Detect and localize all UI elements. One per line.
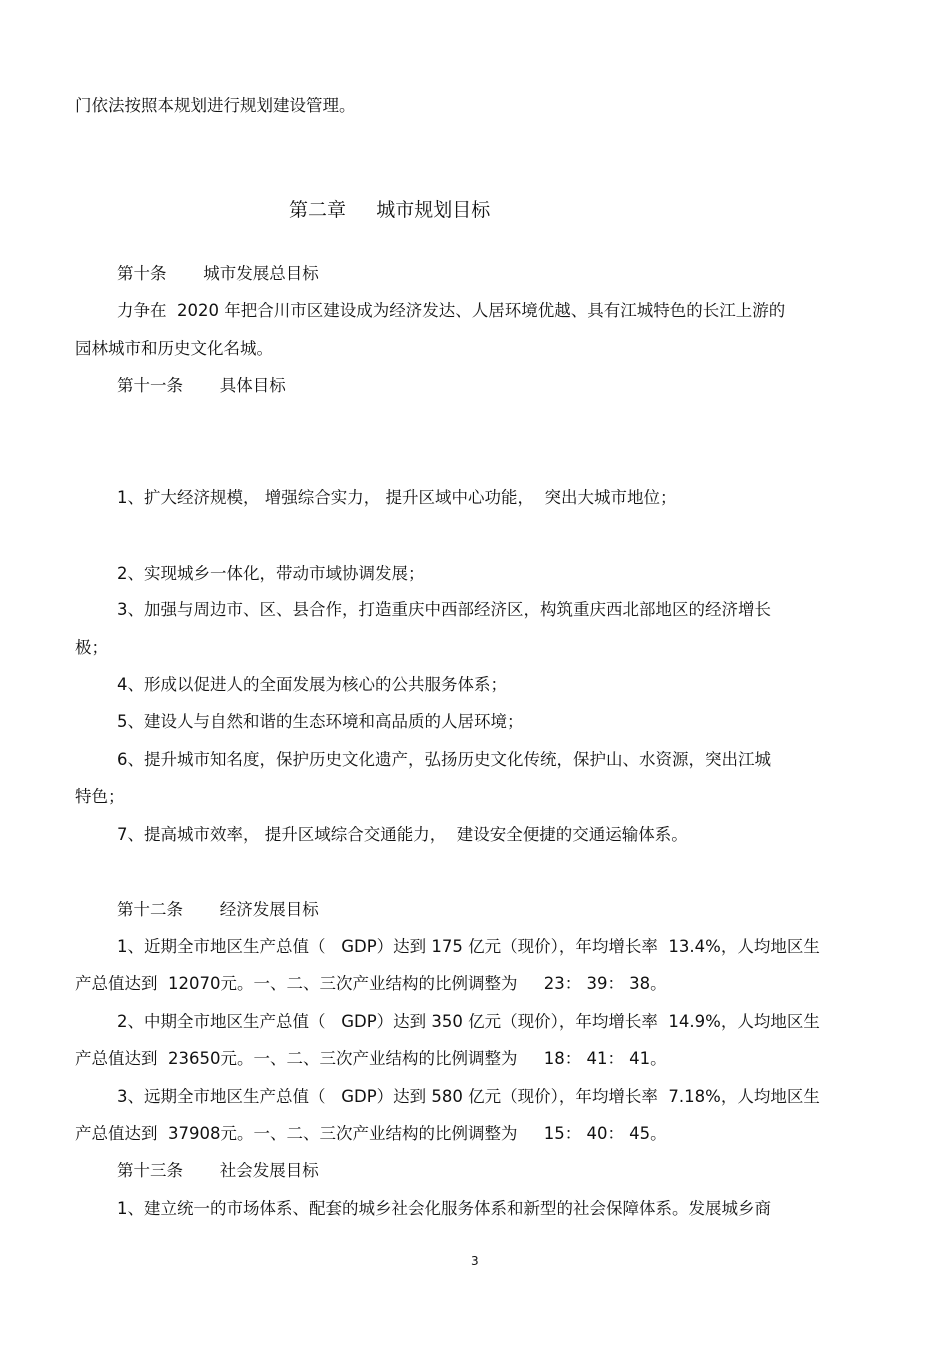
text-line: 园林城市和历史文化名城。 bbox=[75, 339, 273, 358]
text-line: 特色； bbox=[75, 787, 125, 806]
list-item: 3、远期全市地区生产总值（ GDP）达到 580 亿元（现价），年均增长率 7.18%，人均地区生 bbox=[117, 1087, 820, 1106]
list-item: 2、中期全市地区生产总值（ GDP）达到 350 亿元（现价），年均增长率 14.9%，人均地区生 bbox=[117, 1012, 820, 1031]
text-line: 门依法按照本规划进行规划建设管理。 bbox=[75, 96, 356, 115]
text-line: 产总值达到 37908元。一、二、三次产业结构的比例调整为 15： 40： 45。 bbox=[75, 1124, 667, 1143]
list-item: 1、近期全市地区生产总值（ GDP）达到 175 亿元（现价），年均增长率 13.4%，人均地区生 bbox=[117, 937, 820, 956]
list-item: 4、形成以促进人的全面发展为核心的公共服务体系； bbox=[117, 675, 507, 694]
list-item: 1、建立统一的市场体系、配套的城乡社会化服务体系和新型的社会保障体系。发展城乡商 bbox=[117, 1199, 771, 1218]
list-item: 3、加强与周边市、区、县合作，打造重庆中西部经济区，构筑重庆西北部地区的经济增长 bbox=[117, 600, 771, 619]
chapter-title: 第二章 城市规划目标 bbox=[289, 199, 491, 221]
text-line: 产总值达到 12070元。一、二、三次产业结构的比例调整为 23： 39： 38。 bbox=[75, 974, 667, 993]
list-item: 1、扩大经济规模， 增强综合实力， 提升区域中心功能， 突出大城市地位； bbox=[117, 488, 677, 507]
article-heading: 第十三条 社会发展目标 bbox=[117, 1161, 319, 1180]
text-line: 力争在 2020 年把合川市区建设成为经济发达、人居环境优越、具有江城特色的长江上游的 bbox=[117, 301, 786, 320]
list-item: 6、提升城市知名度，保护历史文化遗产，弘扬历史文化传统，保护山、水资源，突出江城 bbox=[117, 750, 771, 769]
list-item: 2、实现城乡一体化，带动市域协调发展； bbox=[117, 564, 425, 583]
page-number: 3 bbox=[471, 1254, 479, 1268]
text-line: 产总值达到 23650元。一、二、三次产业结构的比例调整为 18： 41： 41。 bbox=[75, 1049, 667, 1068]
text-line: 极； bbox=[75, 638, 108, 657]
list-item: 5、建设人与自然和谐的生态环境和高品质的人居环境； bbox=[117, 712, 524, 731]
list-item: 7、提高城市效率， 提升区域综合交通能力， 建设安全便捷的交通运输体系。 bbox=[117, 825, 688, 844]
article-heading: 第十条 城市发展总目标 bbox=[117, 264, 319, 283]
article-heading: 第十一条 具体目标 bbox=[117, 376, 286, 395]
article-heading: 第十二条 经济发展目标 bbox=[117, 900, 319, 919]
